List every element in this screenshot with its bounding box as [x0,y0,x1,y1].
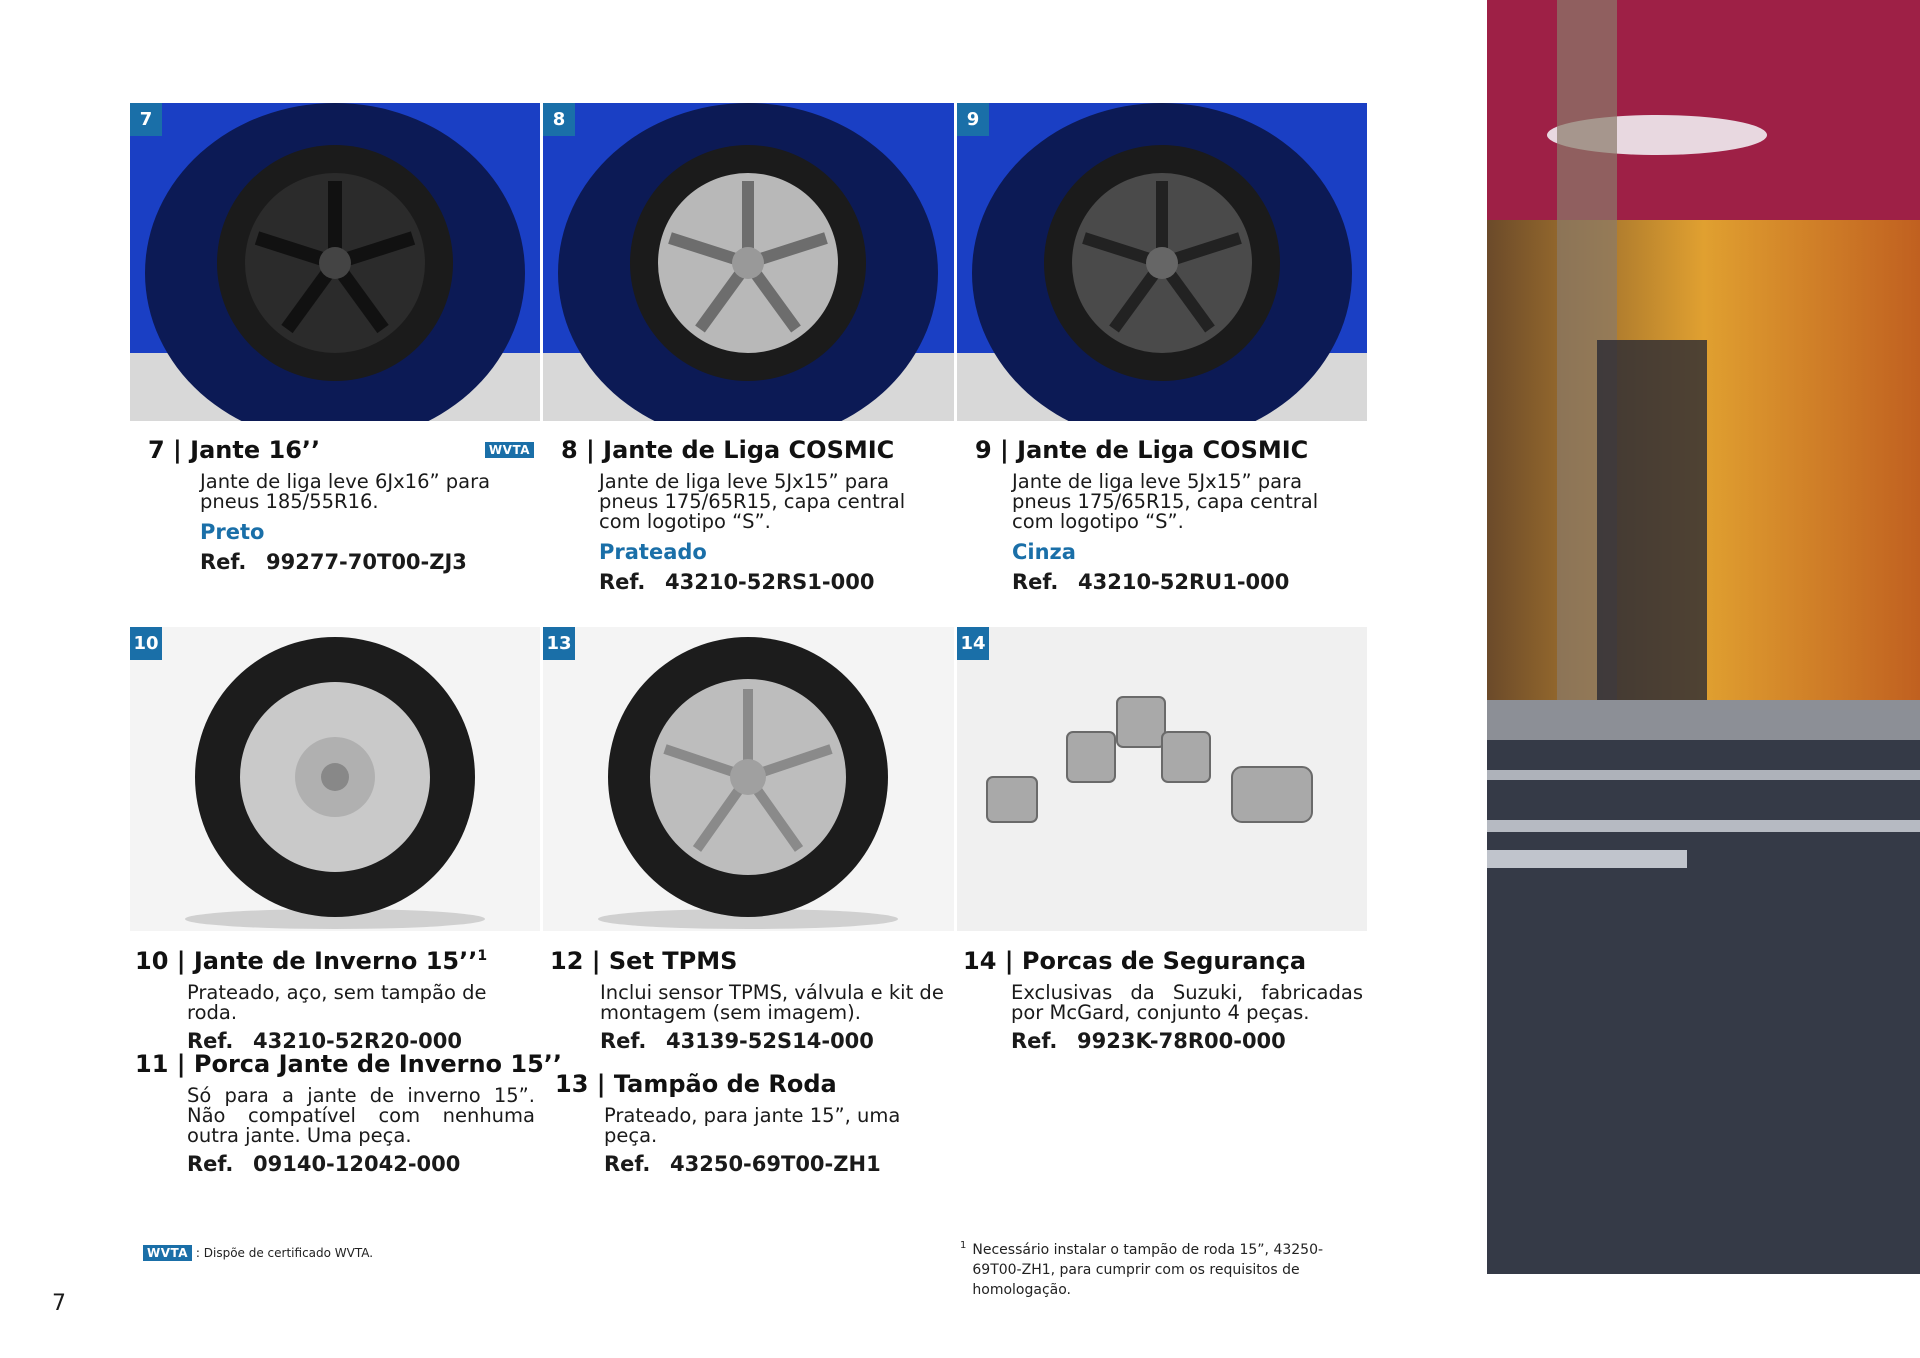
ref-code: 43250-69T00-ZH1 [670,1152,881,1176]
ref-code: 43139-52S14-000 [666,1029,874,1053]
item-body: Só para a jante de inverno 15”. Não compatível com nenhuma outra jante. Uma peça. [187,1084,535,1147]
item-title: 7 | Jante 16’’ [148,436,321,464]
item-body: Prateado, para jante 15”, uma peça. [604,1104,901,1147]
item-body: Inclui sensor TPMS, válvula e kit de montagem (sem imagem). [600,981,944,1024]
item-body: Jante de liga leve 5Jx15” para pneus 175/65R15, capa central com logotipo “S”. [1012,470,1319,533]
ref-label: Ref. [187,1152,234,1176]
item-ref [1012,570,1365,594]
wheel-grey-image [957,103,1367,421]
item-title: 10 | Jante de Inverno 15’’$^1$ [135,947,488,975]
item-number-badge: 7 [130,103,162,136]
wvta-badge: WVTA [143,1245,192,1261]
photo-cosmic-cinza [957,103,1367,421]
item-10-description [135,947,535,1053]
item-number-badge: 9 [957,103,989,136]
wvta-footnote [143,1245,373,1261]
photo-porcas-seguranca [957,627,1367,931]
ref-label: Ref. [200,550,247,574]
steel-wheel-image [130,627,540,931]
ref-code: 09140-12042-000 [253,1152,461,1176]
footnote-text: Necessário instalar o tampão de roda 15”, 43250-69T00-ZH1, para cumprir com os requisitos de homologação. [972,1242,1324,1298]
item-title: 13 | Tampão de Roda [555,1070,837,1098]
hubcap-wheel-image [543,627,954,931]
item-title: 14 | Porcas de Segurança [963,947,1307,975]
item-12-description [550,947,950,1053]
item-8-description [561,436,951,594]
item-11-description [135,1050,563,1176]
ref-code: 9923K-78R00-000 [1077,1029,1286,1053]
lock-nuts-image [957,627,1367,931]
item-body: Exclusivas da Suzuki, fabricadas por McGard, conjunto 4 peças. [1011,981,1363,1024]
ref-label: Ref. [599,570,646,594]
ref-label: Ref. [1012,570,1059,594]
ref-code: 43210-52RS1-000 [665,570,875,594]
item-9-description [975,436,1365,594]
item-ref [200,550,534,574]
item-title: 9 | Jante de Liga COSMIC [975,436,1309,464]
item-body: Prateado, aço, sem tampão de roda. [187,981,487,1024]
item-color: Preto [200,520,265,544]
photo-jante-16 [130,103,540,421]
ref-label: Ref. [187,1029,234,1053]
footnote-marker: 1 [477,948,488,964]
item-number-badge: 8 [543,103,575,136]
photo-jante-inverno [130,627,540,931]
item-ref [600,1029,950,1053]
item-title: 11 | Porca Jante de Inverno 15’’ [135,1050,563,1078]
ref-code: 43210-52RU1-000 [1078,570,1290,594]
ref-code: 99277-70T00-ZJ3 [266,550,467,574]
ref-label: Ref. [600,1029,647,1053]
item-body: Jante de liga leve 5Jx15” para pneus 175/65R15, capa central com logotipo “S”. [599,470,906,533]
item-title: 8 | Jante de Liga COSMIC [561,436,895,464]
item-color: Prateado [599,540,707,564]
photo-cosmic-prateado [543,103,954,421]
item-ref [604,1152,955,1176]
item-13-description [555,1070,955,1176]
street-image [1487,0,1920,1274]
item-7-description [148,436,534,574]
ref-label: Ref. [1011,1029,1058,1053]
photo-tampao-roda [543,627,954,931]
page-number: 7 [52,1291,66,1316]
wvta-badge: WVTA [485,442,534,458]
wheel-black-image [130,103,540,421]
item-number-badge: 14 [957,627,989,660]
ref-code: 43210-52R20-000 [253,1029,462,1053]
footnote-number: 1 [960,1240,967,1251]
item-ref [1011,1029,1363,1053]
item-ref [187,1152,535,1176]
street-scene-photo [1487,0,1920,1274]
item-number-badge: 10 [130,627,162,660]
ref-label: Ref. [604,1152,651,1176]
item-body: Jante de liga leve 6Jx16” para pneus 185/55R16. [200,470,491,513]
item-14-description [963,947,1363,1053]
wheel-silver-image [543,103,954,421]
item-number-badge: 13 [543,627,575,660]
item-color: Cinza [1012,540,1076,564]
homologation-footnote [960,1240,1370,1300]
item-title: 12 | Set TPMS [550,947,738,975]
wvta-footnote-text: : Dispõe de certificado WVTA. [195,1246,374,1260]
item-ref [599,570,951,594]
